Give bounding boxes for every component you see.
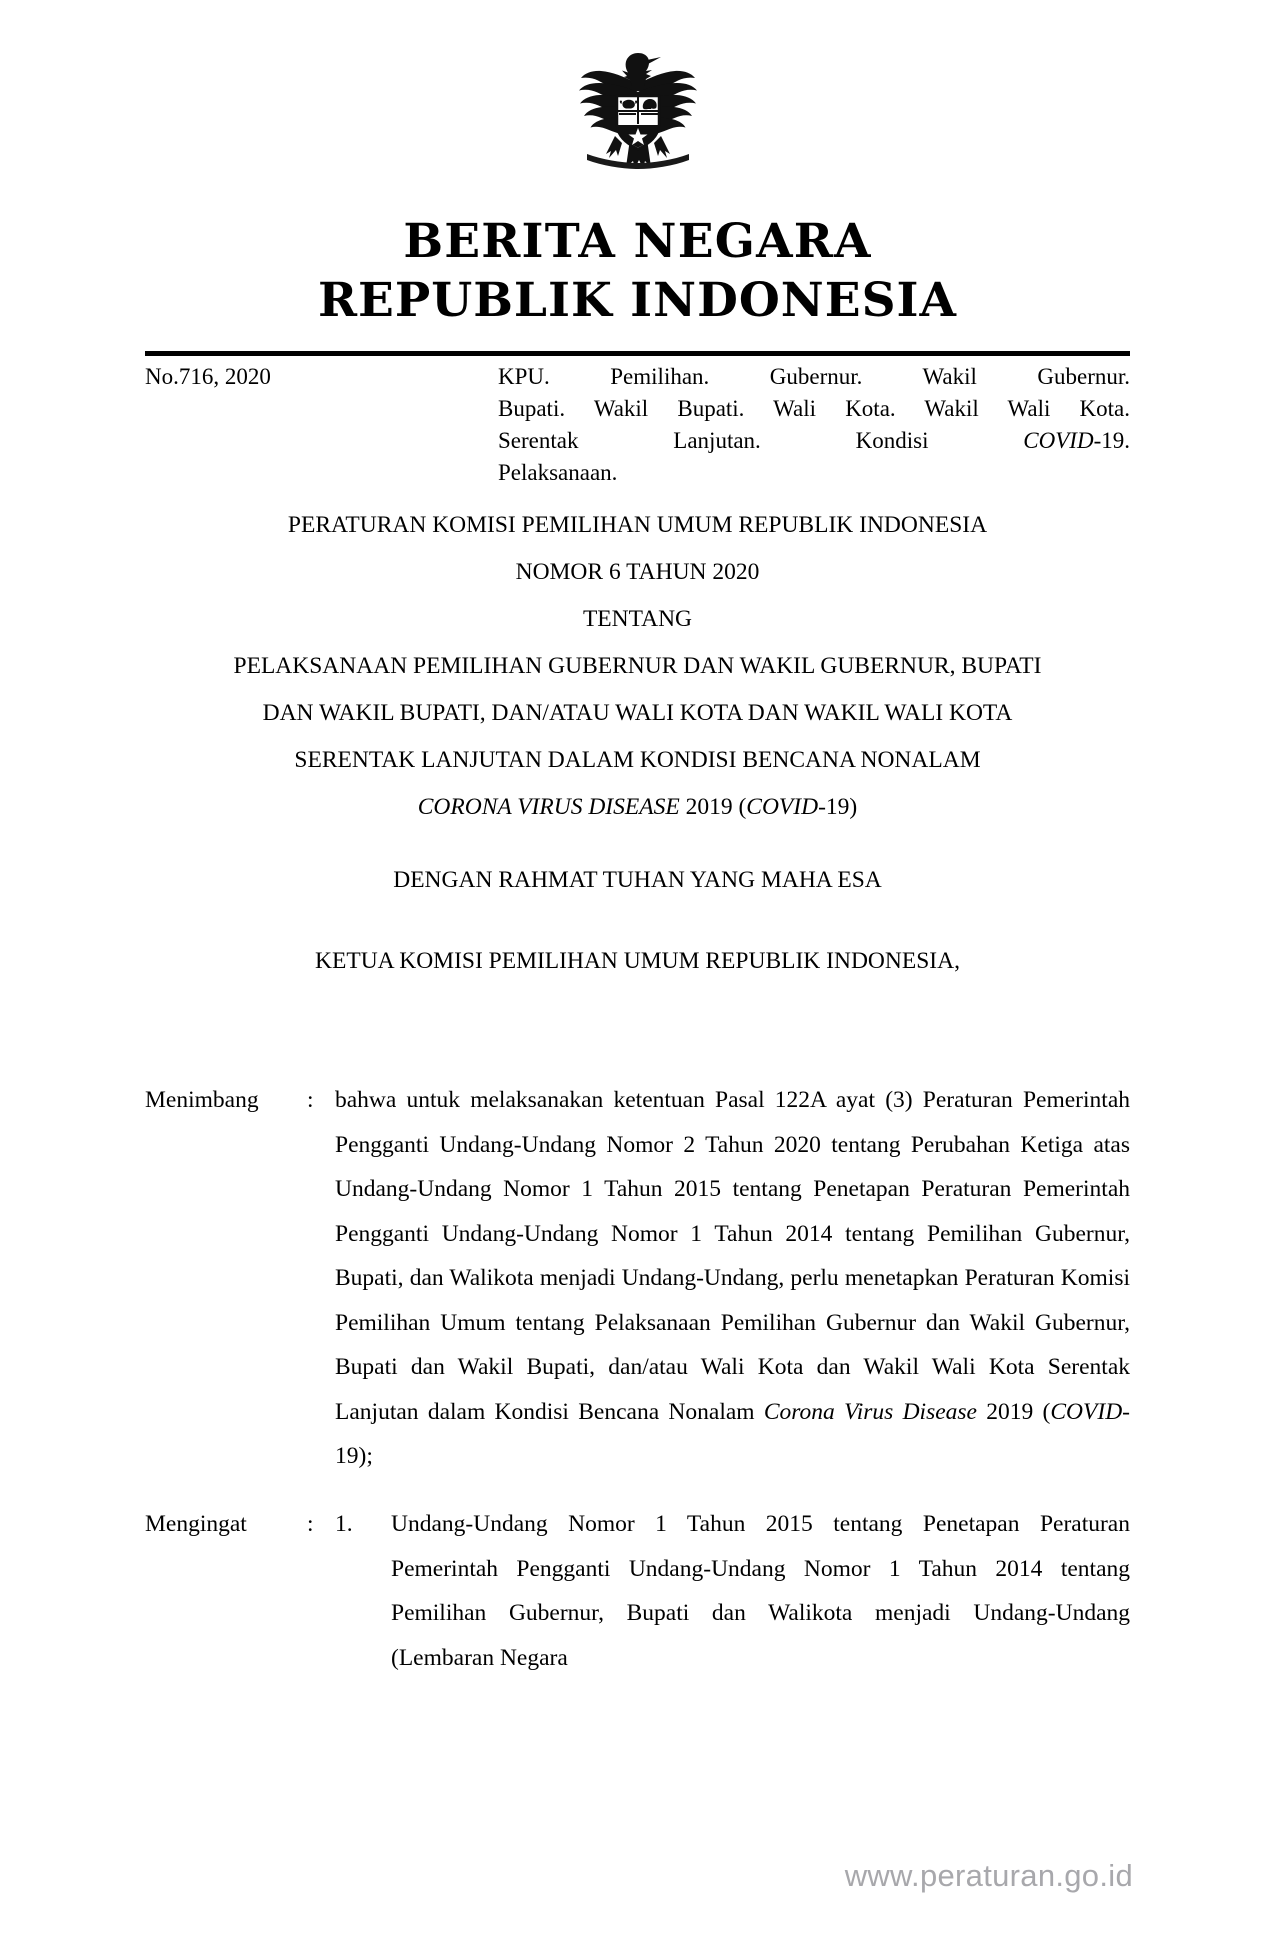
footer-watermark-url: www.peraturan.go.id xyxy=(844,1858,1133,1893)
masthead-line-1: BERITA NEGARA xyxy=(403,214,872,269)
title-italic-covid: COVID xyxy=(746,794,819,820)
menimbang-text-3: -19); xyxy=(335,1398,1130,1469)
gazette-number: No.716, 2020 xyxy=(145,364,271,389)
emblem-container xyxy=(0,36,1275,181)
title-line-tentang: TENTANG xyxy=(582,606,693,632)
masthead xyxy=(0,212,1275,330)
menimbang-text-1: bahwa untuk melaksanakan ketentuan Pasal 122A ayat (3) Peraturan Pemerintah Pengganti Undang-Undang Nomor 2 Tahun 2020 tentang Perubahan Ketiga atas Undang-Undang Nomor 1 Tahun 2015 tentang Penetapan Peraturan Pemerintah Pengganti Undang-Undang Nomor 1 Tahun 2014 tentang Pemilihan Gubernur, Bupati, dan Walikota menjadi Undang-Undang, perlu menetapkan Peraturan Komisi Pemilihan Umum tentang Pelaksanaan Pemilihan Gubernur dan Wakil Gubernur, Bupati dan Wakil Bupati, dan/atau Wali Kota dan Wakil Wali Kota Serentak Lanjutan dalam Kondisi Bencana Nonalam xyxy=(335,1087,1130,1425)
title-line-subject-2: DAN WAKIL BUPATI, DAN/ATAU WALI KOTA DAN WAKIL WALI KOTA xyxy=(262,700,1013,726)
signatory-line: KETUA KOMISI PEMILIHAN UMUM REPUBLIK INDONESIA, xyxy=(315,948,960,974)
keywords-block xyxy=(498,361,1130,489)
keyword-line-text: Serentak Lanjutan. Kondisi xyxy=(498,428,1024,453)
title-line-number: NOMOR 6 TAHUN 2020 xyxy=(515,559,760,585)
mengingat-clause xyxy=(145,1502,1130,1680)
title-plain-close: -19) xyxy=(818,794,858,820)
mengingat-colon: : xyxy=(307,1511,314,1537)
menimbang-italic-covid: COVID xyxy=(1050,1398,1123,1425)
keyword-line: Pelaksanaan. xyxy=(498,460,618,485)
menimbang-colon: : xyxy=(307,1087,314,1113)
regulation-title-block xyxy=(145,502,1130,831)
menimbang-text-2: 2019 ( xyxy=(976,1398,1051,1425)
title-plain-year: 2019 ( xyxy=(679,794,747,820)
keyword-line: KPU. Pemilihan. Gubernur. Wakil Gubernur. xyxy=(498,364,1130,389)
garuda-pancasila-emblem xyxy=(563,36,713,176)
masthead-line-2: REPUBLIK INDONESIA xyxy=(317,273,957,328)
blessing-line: DENGAN RAHMAT TUHAN YANG MAHA ESA xyxy=(393,867,882,893)
mengingat-item-body: Undang-Undang Nomor 1 Tahun 2015 tentang Penetapan Peraturan Pemerintah Pengganti Undang-Undang Nomor 1 Tahun 2014 tentang Pemilihan Gubernur, Bupati dan Walikota menjadi Undang-Undang (Lembaran Negara xyxy=(391,1511,1130,1671)
title-line-subject-1: PELAKSANAAN PEMILIHAN GUBERNUR DAN WAKIL GUBERNUR, BUPATI xyxy=(233,653,1042,679)
keyword-line xyxy=(498,425,1130,457)
menimbang-italic-corona: Corona Virus Disease xyxy=(763,1398,977,1425)
keyword-line: Bupati. Wakil Bupati. Wali Kota. Wakil Wali Kota. xyxy=(498,396,1130,421)
title-line-issuer: PERATURAN KOMISI PEMILIHAN UMUM REPUBLIK INDONESIA xyxy=(287,512,988,538)
mengingat-item-number: 1. xyxy=(335,1511,353,1537)
menimbang-label: Menimbang xyxy=(145,1087,259,1113)
menimbang-clause xyxy=(145,1078,1130,1479)
mengingat-label: Mengingat xyxy=(145,1511,247,1537)
keyword-line-tail: -19. xyxy=(1093,428,1130,453)
masthead-divider xyxy=(145,351,1130,356)
keyword-italic-covid: COVID xyxy=(1023,428,1094,453)
title-line-subject-3: SERENTAK LANJUTAN DALAM KONDISI BENCANA NONALAM xyxy=(294,747,981,773)
title-italic-corona: CORONA VIRUS DISEASE xyxy=(417,794,680,820)
title-line-subject-4 xyxy=(145,784,1130,831)
menimbang-body xyxy=(335,1078,1130,1479)
